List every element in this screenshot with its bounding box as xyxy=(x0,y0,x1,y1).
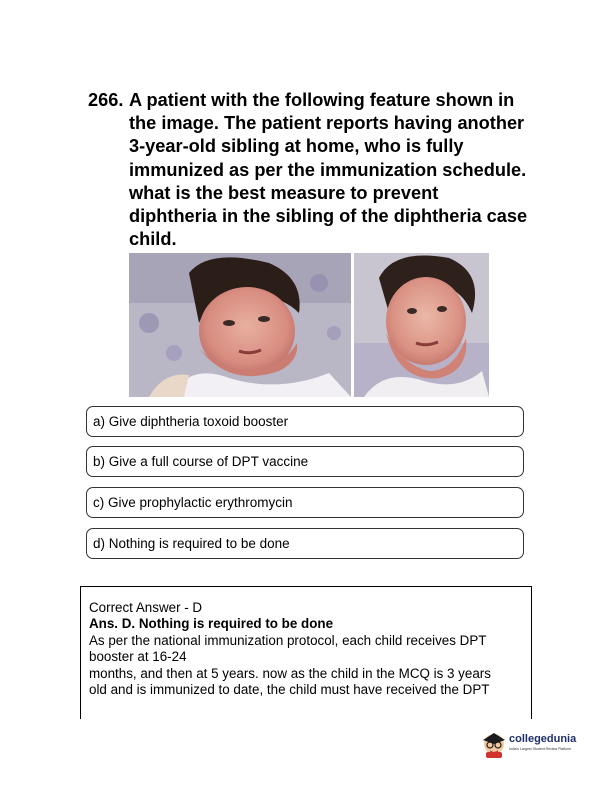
mascot-icon xyxy=(482,730,506,758)
explanation-line-4: old and is immunized to date, the child must have received the DPT xyxy=(89,682,490,698)
answer-title: Ans. D. Nothing is required to be done xyxy=(89,616,334,632)
question-number: 266. xyxy=(88,90,124,110)
logo-name: collegedunia xyxy=(509,733,577,745)
clinical-photo-figure xyxy=(129,253,489,397)
collegedunia-logo xyxy=(482,730,582,762)
correct-answer: Correct Answer - D xyxy=(89,600,203,615)
clinical-photo-right xyxy=(354,253,489,397)
option-b[interactable]: b) Give a full course of DPT vaccine xyxy=(86,446,524,477)
question xyxy=(88,89,528,251)
option-c[interactable]: c) Give prophylactic erythromycin xyxy=(86,487,524,518)
option-a[interactable]: a) Give diphtheria toxoid booster xyxy=(86,406,524,437)
explanation-line-1: As per the national immunization protocol, each child receives DPT xyxy=(89,632,487,648)
option-d[interactable]: d) Nothing is required to be done xyxy=(86,528,524,559)
logo-tagline: India's Largest Student Review Platform xyxy=(509,747,572,751)
explanation-line-2: booster at 16-24 xyxy=(89,649,187,665)
clinical-photo-left xyxy=(129,253,351,397)
explanation-line-3: months, and then at 5 years. now as the child in the MCQ is 3 years xyxy=(89,665,491,681)
answer-box xyxy=(80,586,532,719)
question-text: A patient with the following feature shown in the image. The patient reports having another 3-year-old sibling at home, who is fully immunized as per the immunization schedule. what is the best measure to prevent diphtheria in the sibling of the diphtheria case child. xyxy=(129,90,528,250)
